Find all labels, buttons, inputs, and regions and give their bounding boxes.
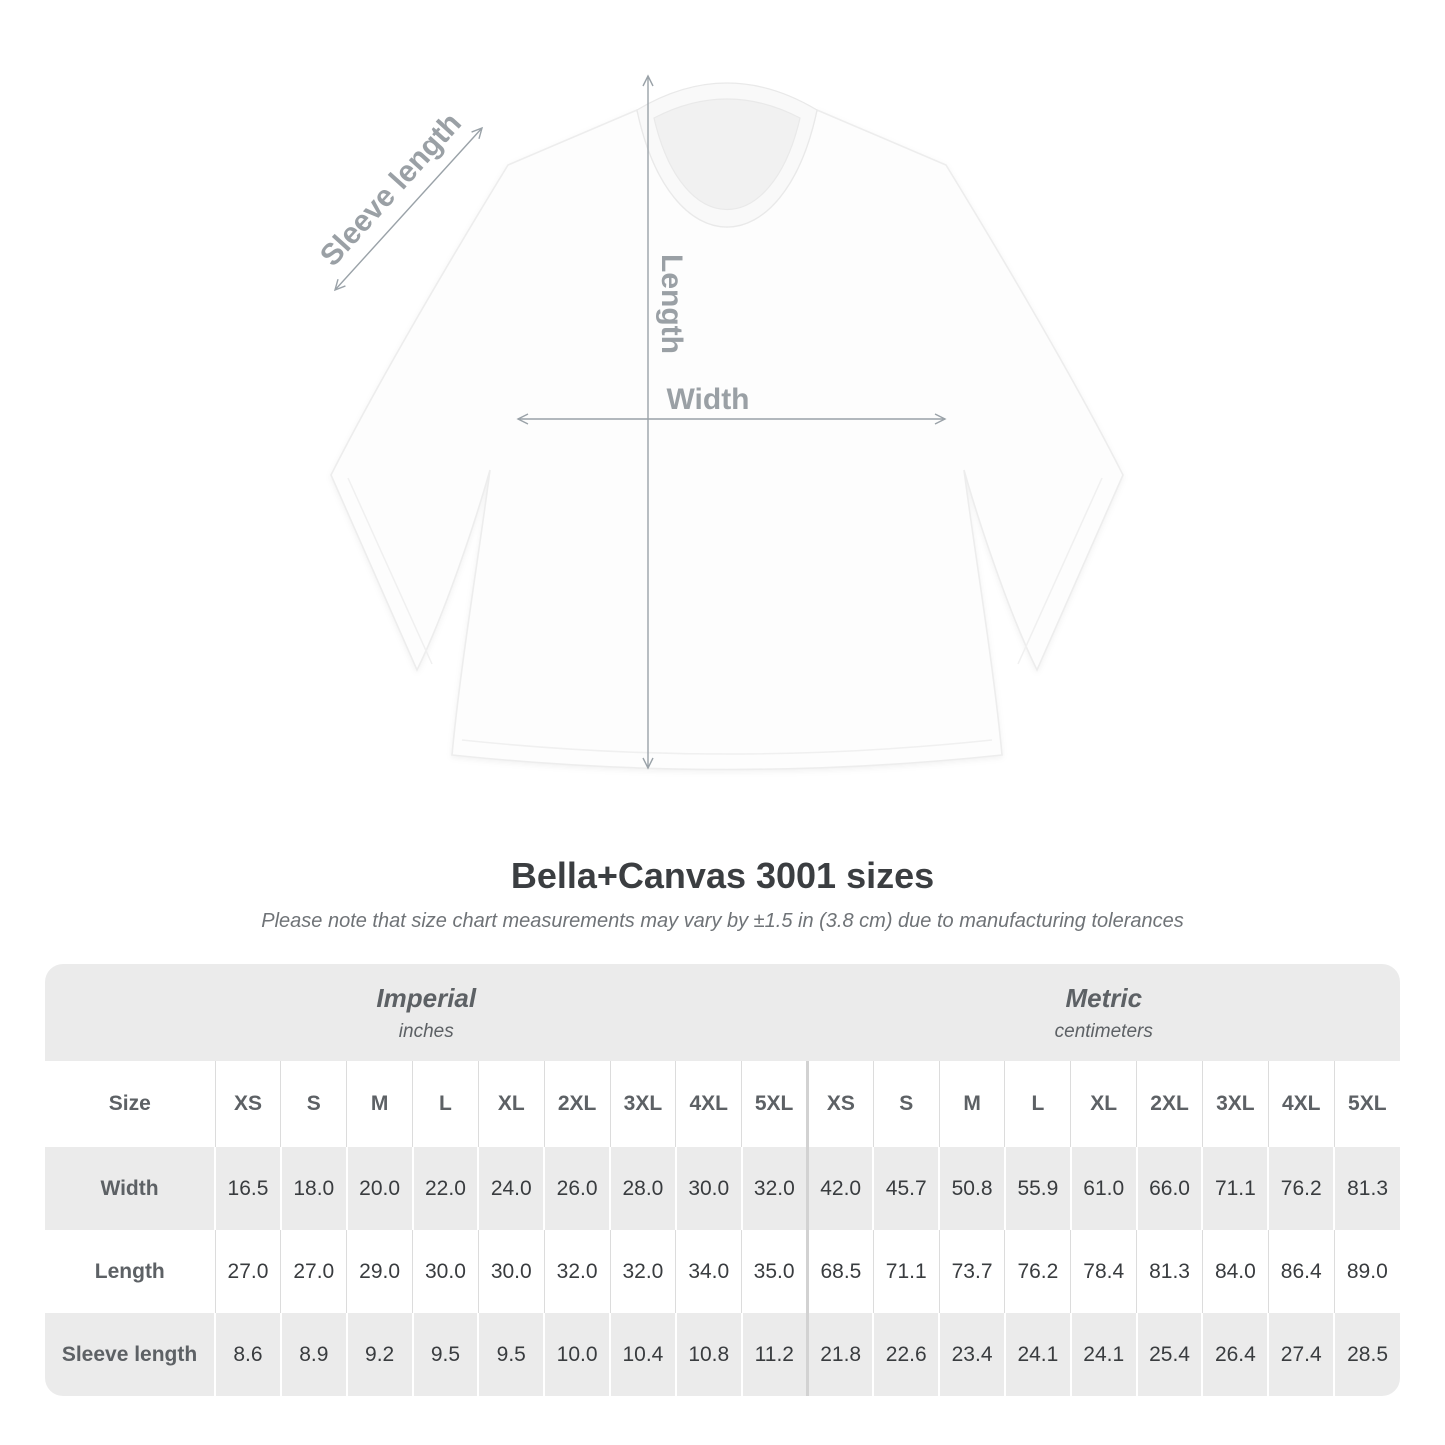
measurement-cell: 81.3 bbox=[1334, 1147, 1400, 1230]
page-title: Bella+Canvas 3001 sizes bbox=[510, 855, 935, 896]
size-column-header: 3XL bbox=[1202, 1061, 1268, 1147]
measurement-cell: 28.0 bbox=[610, 1147, 676, 1230]
size-column-header: 2XL bbox=[544, 1061, 610, 1147]
size-column-header: L bbox=[413, 1061, 479, 1147]
measurement-row bbox=[45, 1313, 1400, 1396]
size-column-header: XL bbox=[1071, 1061, 1137, 1147]
measurement-cell: 34.0 bbox=[676, 1230, 742, 1313]
measurement-cell: 45.7 bbox=[873, 1147, 939, 1230]
measurement-cell: 35.0 bbox=[742, 1230, 808, 1313]
measurement-cell: 28.5 bbox=[1334, 1313, 1400, 1396]
measurement-cell: 24.1 bbox=[1005, 1313, 1071, 1396]
size-column-header: 2XL bbox=[1137, 1061, 1203, 1147]
size-column-header: 5XL bbox=[1334, 1061, 1400, 1147]
imperial-unit: inches bbox=[398, 1020, 454, 1042]
unit-group-row bbox=[45, 964, 1400, 1061]
measurement-cell: 30.0 bbox=[413, 1230, 479, 1313]
imperial-label: Imperial bbox=[376, 982, 477, 1013]
length-label: Length bbox=[655, 254, 688, 354]
measurement-cell: 11.2 bbox=[742, 1313, 808, 1396]
size-column-header: XL bbox=[478, 1061, 544, 1147]
measurement-row-label: Width bbox=[45, 1147, 215, 1230]
measurement-cell: 27.0 bbox=[215, 1230, 281, 1313]
measurement-cell: 66.0 bbox=[1137, 1147, 1203, 1230]
measurement-cell: 18.0 bbox=[281, 1147, 347, 1230]
measurement-cell: 9.5 bbox=[478, 1313, 544, 1396]
measurement-cell: 84.0 bbox=[1202, 1230, 1268, 1313]
metric-unit: centimeters bbox=[1054, 1020, 1153, 1042]
measurement-cell: 10.4 bbox=[610, 1313, 676, 1396]
measurement-cell: 68.5 bbox=[808, 1230, 874, 1313]
size-column-header: XS bbox=[215, 1061, 281, 1147]
measurement-cell: 30.0 bbox=[478, 1230, 544, 1313]
measurement-cell: 26.0 bbox=[544, 1147, 610, 1230]
size-column-header: XS bbox=[808, 1061, 874, 1147]
size-table-grid bbox=[45, 964, 1400, 1396]
sleeve-length-label: Sleeve length bbox=[313, 106, 468, 273]
measurement-cell: 50.8 bbox=[939, 1147, 1005, 1230]
measurements-body bbox=[45, 1147, 1400, 1396]
measurement-cell: 27.4 bbox=[1268, 1313, 1334, 1396]
size-column-header: 4XL bbox=[1268, 1061, 1334, 1147]
size-column-header: 4XL bbox=[676, 1061, 742, 1147]
size-column-header: L bbox=[1005, 1061, 1071, 1147]
measurement-cell: 27.0 bbox=[281, 1230, 347, 1313]
measurement-cell: 89.0 bbox=[1334, 1230, 1400, 1313]
measurement-row-label: Sleeve length bbox=[45, 1313, 215, 1396]
measurement-cell: 71.1 bbox=[873, 1230, 939, 1313]
size-column-header: M bbox=[939, 1061, 1005, 1147]
measurement-cell: 26.4 bbox=[1202, 1313, 1268, 1396]
measurement-cell: 55.9 bbox=[1005, 1147, 1071, 1230]
measurement-cell: 22.0 bbox=[413, 1147, 479, 1230]
measurement-cell: 23.4 bbox=[939, 1313, 1005, 1396]
measurement-cell: 71.1 bbox=[1202, 1147, 1268, 1230]
tshirt-graphic bbox=[280, 28, 1170, 828]
measurement-cell: 78.4 bbox=[1071, 1230, 1137, 1313]
metric-label: Metric bbox=[1065, 982, 1143, 1013]
measurement-cell: 61.0 bbox=[1071, 1147, 1137, 1230]
measurement-cell: 8.9 bbox=[281, 1313, 347, 1396]
imperial-group-header bbox=[45, 964, 808, 1061]
size-corner-header: Size bbox=[45, 1061, 215, 1147]
measurement-cell: 24.1 bbox=[1071, 1313, 1137, 1396]
measurement-cell: 30.0 bbox=[676, 1147, 742, 1230]
measurement-cell: 76.2 bbox=[1268, 1147, 1334, 1230]
size-column-header: M bbox=[347, 1061, 413, 1147]
metric-group-header bbox=[808, 964, 1401, 1061]
tolerance-note: Please note that size chart measurements may vary by ±1.5 in (3.8 cm) due to manufacturing tolerances bbox=[261, 910, 1184, 932]
measurement-cell: 32.0 bbox=[742, 1147, 808, 1230]
measurement-cell: 16.5 bbox=[215, 1147, 281, 1230]
size-table bbox=[45, 964, 1400, 1396]
measurement-cell: 32.0 bbox=[610, 1230, 676, 1313]
measurement-cell: 10.8 bbox=[676, 1313, 742, 1396]
measurement-cell: 22.6 bbox=[873, 1313, 939, 1396]
size-column-header: 5XL bbox=[742, 1061, 808, 1147]
measurement-cell: 42.0 bbox=[808, 1147, 874, 1230]
measurement-cell: 21.8 bbox=[808, 1313, 874, 1396]
size-column-header: S bbox=[281, 1061, 347, 1147]
measurement-row bbox=[45, 1230, 1400, 1313]
width-label: Width bbox=[666, 383, 750, 416]
measurement-cell: 76.2 bbox=[1005, 1230, 1071, 1313]
measurement-cell: 25.4 bbox=[1137, 1313, 1203, 1396]
measurement-cell: 9.5 bbox=[413, 1313, 479, 1396]
measurement-cell: 8.6 bbox=[215, 1313, 281, 1396]
measurement-cell: 81.3 bbox=[1137, 1230, 1203, 1313]
measurement-cell: 24.0 bbox=[478, 1147, 544, 1230]
measurement-cell: 20.0 bbox=[347, 1147, 413, 1230]
measurement-cell: 10.0 bbox=[544, 1313, 610, 1396]
size-column-header: S bbox=[873, 1061, 939, 1147]
measurement-row bbox=[45, 1147, 1400, 1230]
measurement-cell: 29.0 bbox=[347, 1230, 413, 1313]
measurement-cell: 73.7 bbox=[939, 1230, 1005, 1313]
measurement-row-label: Length bbox=[94, 1259, 165, 1283]
size-column-header: 3XL bbox=[610, 1061, 676, 1147]
measurement-cell: 9.2 bbox=[347, 1313, 413, 1396]
measurement-cell: 32.0 bbox=[544, 1230, 610, 1313]
measurement-cell: 86.4 bbox=[1268, 1230, 1334, 1313]
size-header-row bbox=[45, 1061, 1400, 1147]
